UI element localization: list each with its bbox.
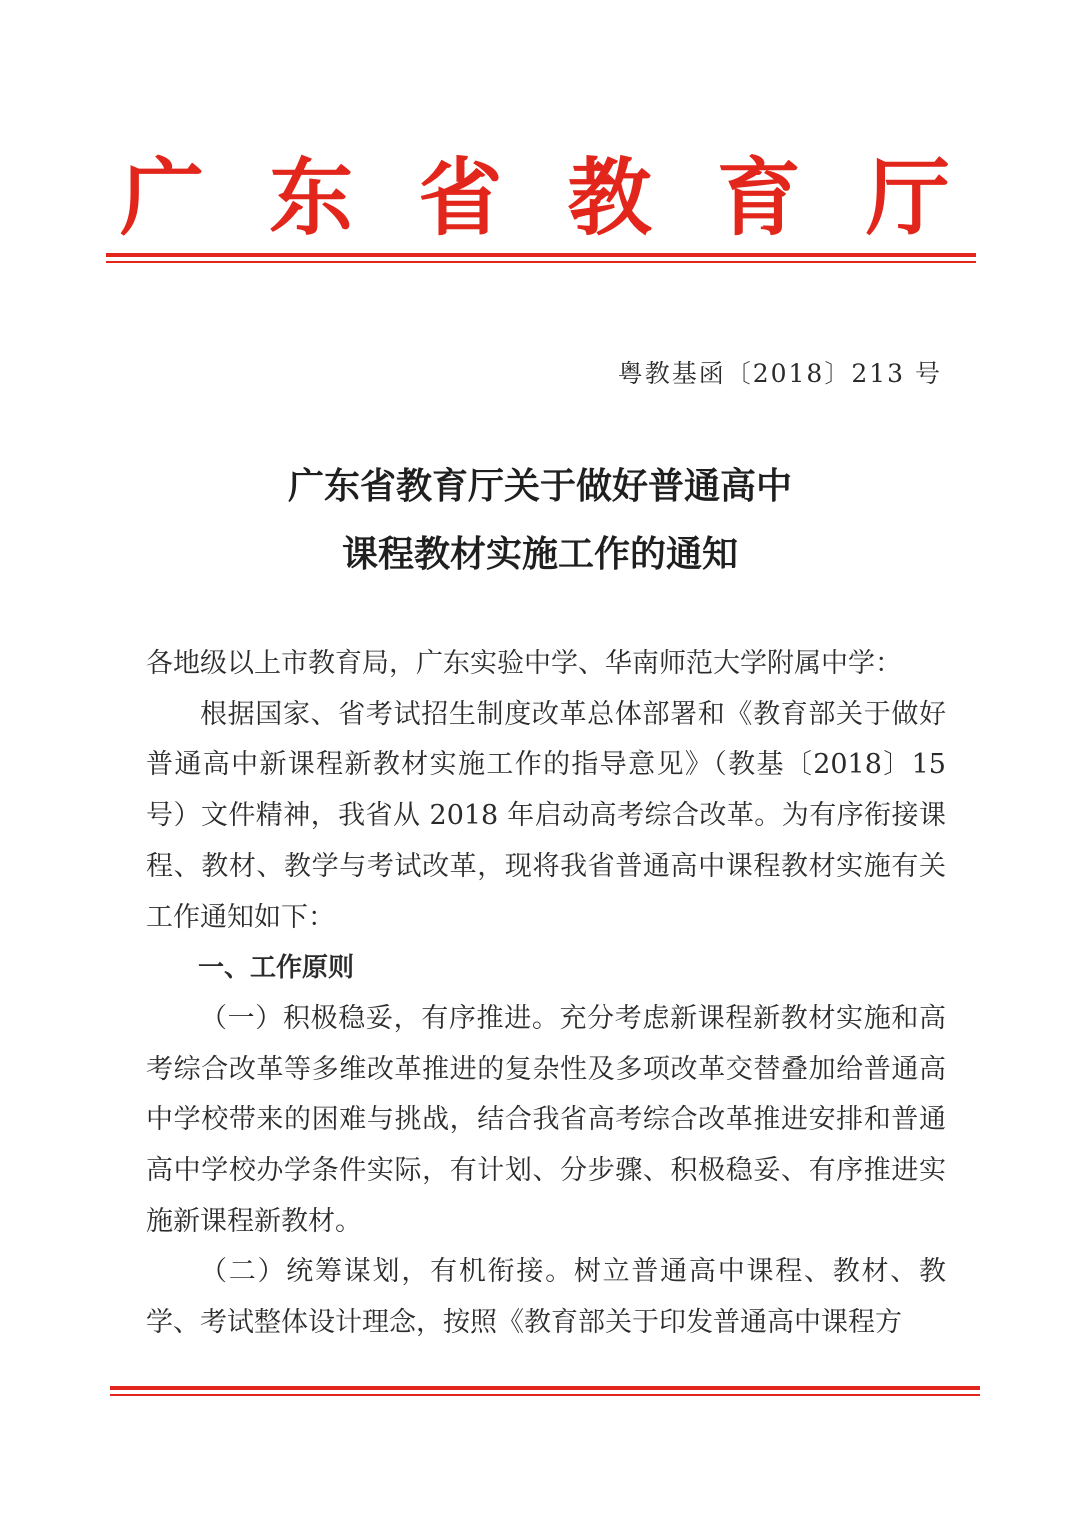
document-title-line-1: 广东省教育厅关于做好普通高中 <box>287 466 792 507</box>
footer-rule-thick <box>110 1386 980 1390</box>
footer-rule-thin <box>110 1394 980 1396</box>
salutation: 各地级以上市教育局，广东实验中学、华南师范大学附属中学： <box>146 648 902 679</box>
principle-text-2: 树立普通高中课程、教材、教学、考试整体设计理念，按照《教育部关于印发普通高中课程方 <box>146 1256 947 1339</box>
principle-text-1: 充分考虑新课程新教材实施和高考综合改革等多维改革推进的复杂性及多项改革交替叠加给普通高中学校带来的困难与挑战，结合我省高考综合改革推进安排和普通高中学校办学条件实际，有计划、分步骤、积极稳妥、有序推进实施新课程新教材。 <box>146 1002 946 1237</box>
letterhead-title <box>120 148 950 248</box>
document-number: 粤教基函〔2018〕213 号 <box>617 359 942 388</box>
document-body <box>146 639 946 1349</box>
letterhead-rule-thick <box>106 253 976 257</box>
letterhead-char: 省 <box>418 148 503 247</box>
letterhead-rule-thin <box>106 261 976 263</box>
document-title-line-2: 课程教材实施工作的通知 <box>341 534 738 575</box>
letterhead-char: 广 <box>120 148 205 247</box>
letterhead-char: 厅 <box>865 148 950 247</box>
letterhead-char: 教 <box>567 148 652 247</box>
section-heading: 一、工作原则 <box>198 953 355 984</box>
letterhead-char: 东 <box>269 148 354 247</box>
intro-paragraph: 根据国家、省考试招生制度改革总体部署和《教育部关于做好普通高中新课程新教材实施工作的指导意见》（教基〔2018〕15 号）文件精神，我省从 2018 年启动高考综合改革。为有序衔接课程、教材、教学与考试改革，现将我省普通高中课程教材实施有关工作通知如下： <box>146 698 946 933</box>
principle-lead-1: （一）积极稳妥，有序推进。 <box>200 1002 560 1034</box>
principle-paragraph-1 <box>146 994 946 1248</box>
letterhead-char: 育 <box>716 148 801 247</box>
principle-lead-2: （二）统筹谋划，有机衔接。 <box>200 1256 574 1288</box>
principle-paragraph-2 <box>146 1247 946 1348</box>
